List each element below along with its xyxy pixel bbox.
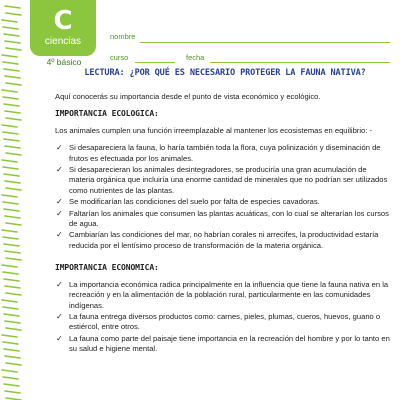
spine-dash <box>4 349 19 351</box>
course-label: curso <box>110 53 129 62</box>
section-heading-economic: IMPORTANCIA ECONOMICA: <box>55 263 159 273</box>
list-item <box>55 165 390 196</box>
list-item <box>55 209 390 230</box>
spine-dash <box>6 48 21 50</box>
spine-dash <box>4 69 19 71</box>
spine-dash <box>6 293 21 295</box>
spine-dash <box>5 181 20 183</box>
list-item-text: La fauna entrega diversos productos como: carnes, pieles, plumas, cueros, huevos, guano o estiércol, entre otros. <box>69 311 381 332</box>
list-item-text: Si desapareciera la fauna, lo haría también toda la flora, cuya polinización y diseminación de frutos es efectuada por los animales. <box>69 143 381 163</box>
checkmark-icon: ✓ <box>56 333 63 343</box>
section-heading-ecological: IMPORTANCIA ECOLOGICA: <box>55 109 159 119</box>
spine-dash <box>6 118 21 120</box>
spine-dash <box>6 153 21 155</box>
spine-dash <box>5 6 20 8</box>
spine-dash <box>4 104 19 106</box>
checkmark-icon: ✓ <box>56 208 63 218</box>
spine-dash <box>2 90 17 92</box>
date-field-line <box>210 62 390 63</box>
spine-dash <box>3 97 18 99</box>
spine-dash <box>4 209 19 211</box>
spine-dash <box>5 111 20 113</box>
spine-dash <box>6 83 21 85</box>
spine-dash <box>3 202 18 204</box>
course-field-line <box>135 62 175 63</box>
spine-dash <box>6 188 21 190</box>
spine-dash <box>5 356 20 358</box>
spine-dash <box>5 251 20 253</box>
spine-dash <box>2 300 17 302</box>
spine-dash <box>6 363 21 365</box>
section-lead-ecological: Los animales cumplen una función irreemplazable al mantener los ecosistemas en equilibrio: - <box>55 125 372 135</box>
spine-dash <box>3 307 18 309</box>
subject-name: ciencias <box>44 36 82 47</box>
list-item <box>55 143 390 164</box>
spine-dash <box>4 174 19 176</box>
spine-dash <box>2 335 17 337</box>
spine-dash <box>2 230 17 232</box>
spine-dash <box>2 20 17 22</box>
list-item <box>55 230 390 251</box>
spine-dash <box>6 328 21 330</box>
reading-body <box>55 92 390 367</box>
intro-text: Aquí conocerás su importancia desde el punto de vista económico y ecológico. <box>55 92 321 101</box>
checkmark-icon: ✓ <box>56 165 63 175</box>
spine-dash <box>6 13 21 15</box>
spine-dash <box>5 391 20 393</box>
list-item-text: La importancia económica radica principalmente en la influencia que tiene la fauna nativa en la recreación y en la alimentación de la población rural, particularmente en las comunidades indígenas. <box>69 279 389 310</box>
subject-letter: C <box>53 6 73 36</box>
ecological-list <box>55 143 390 251</box>
spine-dash <box>3 167 18 169</box>
spine-dash <box>2 265 17 267</box>
spine-dash <box>3 62 18 64</box>
spine-dash <box>5 286 20 288</box>
spine-dash <box>2 370 17 372</box>
spine-dash <box>4 279 19 281</box>
spine-dash <box>2 195 17 197</box>
list-item-text: Faltarían los animales que consumen las plantas acuáticas, con lo cual se alterarían los cursos de agua. <box>69 208 389 229</box>
list-item-text: Se modificarían las condiciones del suelo por falta de especies cavadoras. <box>69 197 320 207</box>
grade-label: 4º básico <box>46 57 82 67</box>
spine-dash <box>4 34 19 36</box>
list-item <box>55 312 390 333</box>
checkmark-icon: ✓ <box>56 197 63 207</box>
spine-dash <box>3 377 18 379</box>
spine-dash <box>2 160 17 162</box>
checkmark-icon: ✓ <box>56 311 63 321</box>
spine-dash <box>5 216 20 218</box>
spine-dash <box>5 76 20 78</box>
list-item <box>55 280 390 311</box>
spine-dash <box>3 272 18 274</box>
checkmark-icon: ✓ <box>56 143 63 153</box>
spine-dash <box>3 132 18 134</box>
notebook-spine-decoration <box>0 0 24 400</box>
spine-dash <box>4 139 19 141</box>
name-field-line <box>140 42 390 43</box>
checkmark-icon: ✓ <box>56 279 63 289</box>
spine-dash <box>3 237 18 239</box>
spine-dash <box>3 342 18 344</box>
list-item-text: Si desaparecieran los animales desintegradores, se produciría una gran acumulación de materia orgánica que incluiría una enorme cantidad de minerales que no podrían ser utilizados como nutrientes de las plantas. <box>69 165 388 195</box>
name-label: nombre <box>110 32 136 41</box>
subject-badge <box>30 0 96 56</box>
list-item-text: Cambiarían las condiciones del mar, no habrían corales ni arrecifes, la productividad estaría reducida por el lentísimo proceso de transformación de la materia orgánica. <box>69 230 379 250</box>
date-label: fecha <box>186 53 205 62</box>
spine-dash <box>4 384 19 386</box>
spine-dash <box>4 314 19 316</box>
list-item <box>55 197 390 207</box>
spine-dash <box>2 55 17 57</box>
spine-dash <box>5 321 20 323</box>
spine-dash <box>6 223 21 225</box>
spine-dash <box>4 244 19 246</box>
spine-dash <box>6 258 21 260</box>
spine-dash <box>3 27 18 29</box>
reading-title: LECTURA: ¿POR QUÉ ES NECESARIO PROTEGER LA FAUNA NATIVA? <box>84 68 366 78</box>
list-item <box>55 334 390 355</box>
economic-list <box>55 280 390 355</box>
list-item-text: La fauna como parte del paisaje tiene importancia en la recreación del hombre y por lo tanto en su salud e higiene mental. <box>69 333 390 354</box>
spine-dash <box>2 125 17 127</box>
spine-dash <box>5 41 20 43</box>
spine-dash <box>5 146 20 148</box>
checkmark-icon: ✓ <box>56 230 63 240</box>
